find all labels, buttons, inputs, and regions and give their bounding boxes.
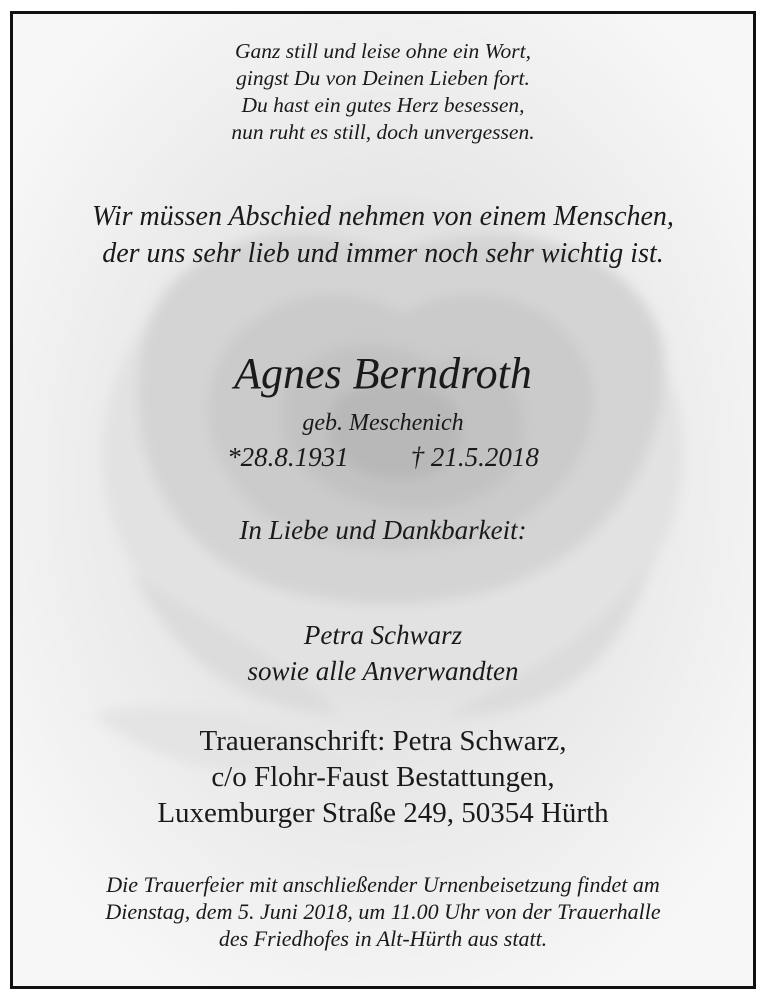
intro-text	[13, 198, 753, 272]
life-dates	[13, 441, 753, 473]
intro-line: Wir müssen Abschied nehmen von einem Menschen,	[92, 201, 674, 232]
deceased-name: Agnes Berndroth	[234, 349, 532, 398]
address-line: Luxemburger Straße 249, 50354 Hürth	[157, 797, 609, 829]
poem	[13, 38, 753, 146]
address-line: c/o Flohr-Faust Bestattungen,	[211, 761, 555, 793]
funeral-line: Die Trauerfeier mit anschließender Urnenbeisetzung findet am	[106, 872, 660, 897]
funeral-line: des Friedhofes in Alt-Hürth aus statt.	[218, 926, 548, 951]
mourners	[13, 617, 753, 689]
poem-line: gingst Du von Deinen Lieben fort.	[236, 66, 530, 90]
intro-line: der uns sehr lieb und immer noch sehr wichtig ist.	[102, 238, 664, 269]
death-date: † 21.5.2018	[410, 442, 539, 472]
birth-name: geb. Meschenich	[302, 410, 464, 436]
mourning-address	[13, 723, 753, 831]
obituary-frame	[10, 11, 756, 989]
mourner-line: Petra Schwarz	[303, 620, 463, 650]
poem-line: nun ruht es still, doch unvergessen.	[231, 120, 535, 144]
love-line: In Liebe und Dankbarkeit:	[239, 515, 527, 545]
poem-line: Ganz still und leise ohne ein Wort,	[234, 39, 531, 63]
poem-line: Du hast ein gutes Herz besessen,	[241, 93, 525, 117]
address-line: Traueranschrift: Petra Schwarz,	[199, 725, 567, 757]
mourner-line: sowie alle Anverwandten	[247, 656, 519, 686]
birth-date: *28.8.1931	[227, 442, 349, 472]
funeral-notice	[13, 871, 753, 952]
funeral-line: Dienstag, dem 5. Juni 2018, um 11.00 Uhr von der Trauerhalle	[105, 899, 661, 924]
